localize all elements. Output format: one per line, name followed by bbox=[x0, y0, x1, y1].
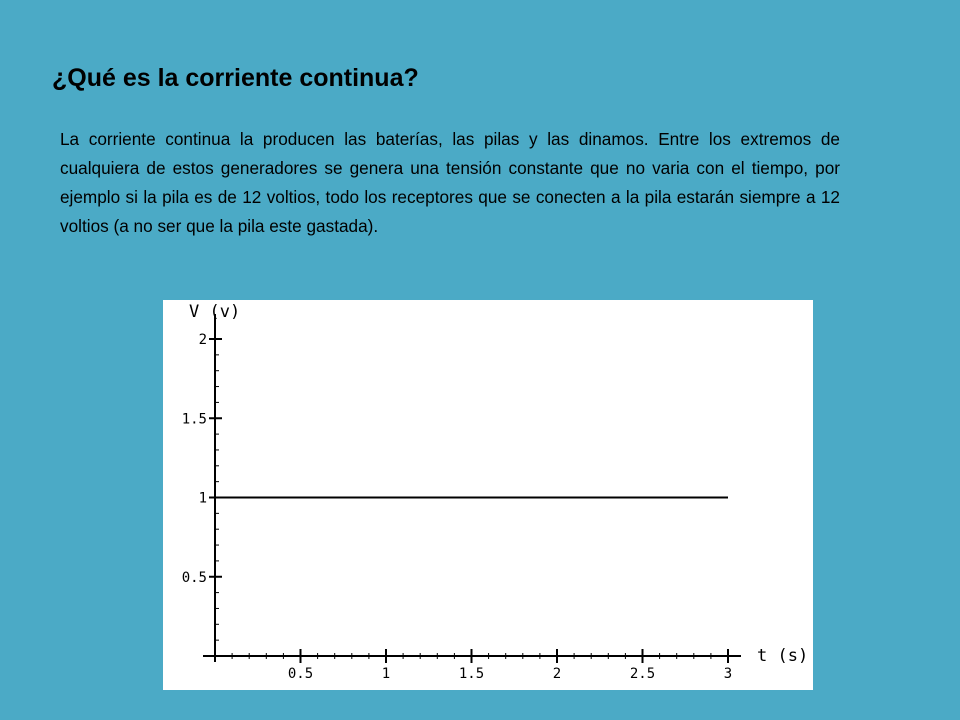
x-tick-label: 1 bbox=[381, 666, 391, 682]
x-tick-label: 2 bbox=[552, 666, 562, 682]
y-axis-label: V (v) bbox=[189, 302, 241, 322]
x-tick-label: 0.5 bbox=[287, 666, 314, 682]
y-tick-label: 1 bbox=[198, 490, 207, 507]
slide-body-text: La corriente continua la producen las baterías, las pilas y las dinamos. Entre los extremos de cualquiera de estos generadores se genera una tensión constante que no varia con el tiempo, por ejemplo si la pila es de 12 voltios, todo los receptores que se conecten a la pila estarán siempre a 12 voltios (a no ser que la pila este gastada). bbox=[60, 129, 840, 236]
chart-svg bbox=[163, 300, 813, 690]
x-tick-label: 3 bbox=[723, 666, 733, 682]
voltage-time-chart bbox=[163, 300, 813, 690]
x-tick-label: 2.5 bbox=[629, 666, 656, 682]
x-tick-label: 1.5 bbox=[458, 666, 485, 682]
y-tick-label: 1.5 bbox=[181, 411, 207, 428]
y-tick-label: 2 bbox=[198, 332, 207, 348]
y-tick-label: 0.5 bbox=[181, 569, 207, 586]
x-axis-label: t (s) bbox=[757, 646, 809, 666]
slide-title: ¿Qué es la corriente continua? bbox=[52, 64, 419, 92]
